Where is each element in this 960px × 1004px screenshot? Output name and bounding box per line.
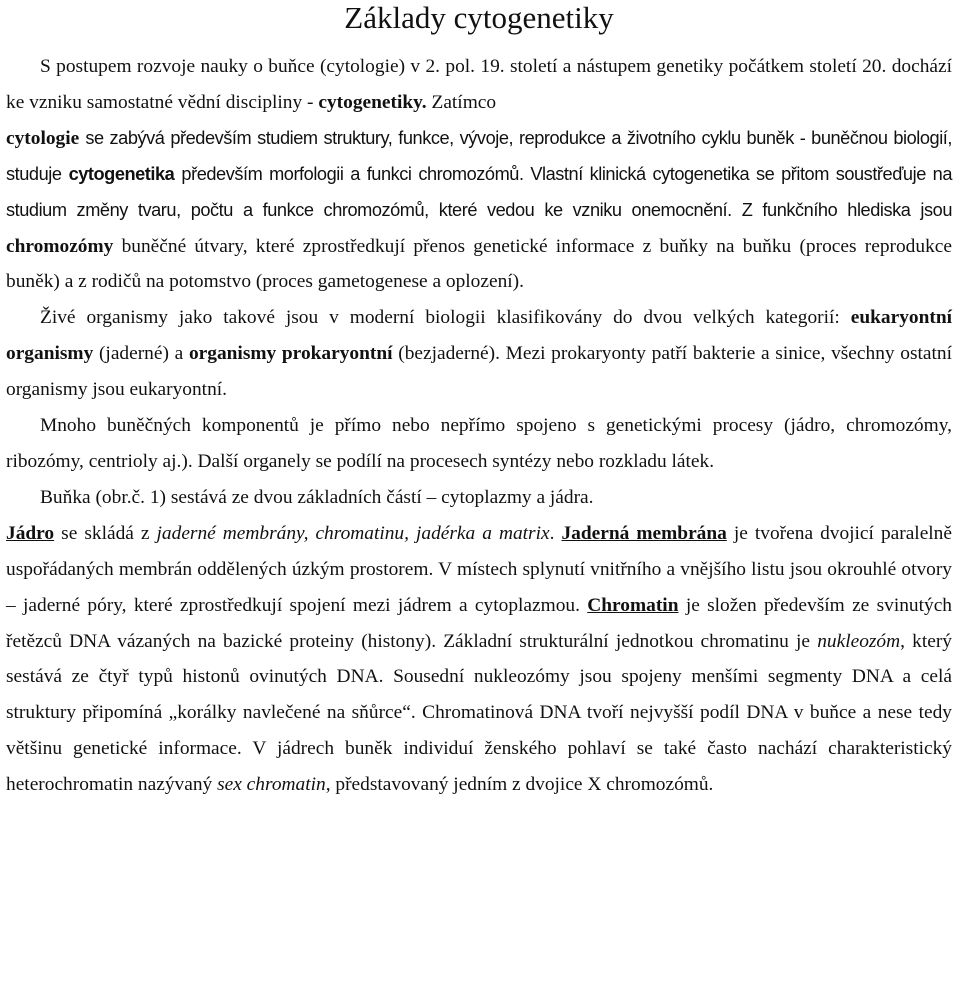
text-run: (jaderné) a — [98, 343, 184, 365]
bold-term-prokaryontni: organismy prokaryontní — [188, 343, 393, 365]
document-title: Základy cytogenetiky — [344, 0, 614, 35]
bold-term-cytogenetika: cytogenetika — [68, 163, 175, 184]
paragraph-organism-classification — [6, 300, 952, 408]
paragraph-cell-components: Mnoho buněčných komponentů je přímo nebo nepřímo spojeno s genetickými procesy (jádro, chromozómy, ribozómy, centrioly aj.). Další organely se podílí na procesech syntézy nebo rozkladu látek. — [6, 415, 952, 472]
text-run: . — [549, 522, 555, 544]
text-run: Živé organismy jako takové jsou v moderní biologii klasifikovány do dvou velkých kategorií: — [40, 307, 840, 329]
italic-term-sex-chromatin: sex chromatin — [217, 774, 326, 796]
text-run: , představovaný jedním z dvojice X chromozómů. — [325, 774, 714, 796]
bold-term-cytologie: cytologie — [6, 127, 80, 149]
text-run: se skládá z — [61, 522, 150, 544]
italic-term-nukleozom: nukleozóm — [817, 630, 901, 652]
text-run: , který sestává ze čtyř typů histonů ovinutých DNA. Sousední nukleozómy jsou spojeny menšími segmenty DNA a celá struktury připomíná „korálky navlečené na sňůrce“. Chromatinová DNA tvoří nejvyšší podíl DNA v buňce a nese tedy většinu genetické informace. V jádrech buněk individuí ženského pohlaví se také často nachází charakteristický heterochromatin nazývaný — [6, 630, 952, 796]
text-run: je složen především ze svinutých řetězců DNA vázaných na bazické proteiny (histony). Základní strukturální jednotkou chromatinu je — [6, 594, 952, 652]
italic-term-nucleus-parts: jaderné membrány, chromatinu, jadérka a matrix — [156, 522, 550, 544]
text-run: je tvořena dvojicí paralelně uspořádaných membrán oddělených úzkým prostorem. V místech splynutí vnitřního a vnějšího listu jsou okrouhlé otvory – jaderné póry, které zprostředkují spojení mezi jádrem a cytoplazmou. — [6, 522, 952, 616]
bold-term-cytogenetiky: cytogenetiky. — [318, 91, 427, 113]
underlined-term-jaderna-membrana: Jaderná membrána — [561, 522, 727, 544]
text-run: se zabývá především studiem struktury, funkce, vývoje, reprodukce a životního cyklu buněk - buněčnou biologií, studuje — [6, 127, 952, 184]
text-run: Zatímco — [431, 91, 497, 113]
paragraph-nucleus — [6, 516, 952, 803]
text-run: S postupem rozvoje nauky o buňce (cytologie) v 2. pol. 19. století a nástupem genetiky počátkem století 20. dochází ke vzniku samostatné vědní discipliny - — [6, 56, 952, 113]
underlined-term-jadro: Jádro — [6, 522, 55, 544]
bold-term-eukaryontni: eukaryontní organismy — [6, 307, 952, 365]
underlined-term-chromatin: Chromatin — [587, 594, 679, 616]
text-run: (bezjaderné). Mezi prokaryonty patří bakterie a sinice, všechny ostatní organismy jsou eukaryontní. — [6, 343, 953, 401]
paragraph-cell-parts: Buňka (obr.č. 1) sestává ze dvou základních částí – cytoplazmy a jádra. — [40, 486, 594, 508]
text-run: buněčné útvary, které zprostředkují přenos genetické informace z buňky na buňku (proces reprodukce buněk) a z rodičů na potomstvo (proces gametogenese a oplození). — [6, 235, 952, 293]
text-run: především morfologii a funkci chromozómů. Vlastní klinická cytogenetika se přitom soustřeďuje na studium změny tvaru, počtu a funkce chromozómů, které vedou ke vzniku onemocnění. Z funkčního hlediska jsou — [6, 163, 952, 220]
paragraph-cytogenetics-intro — [6, 49, 952, 300]
bold-term-chromozomy: chromozómy — [6, 235, 114, 257]
